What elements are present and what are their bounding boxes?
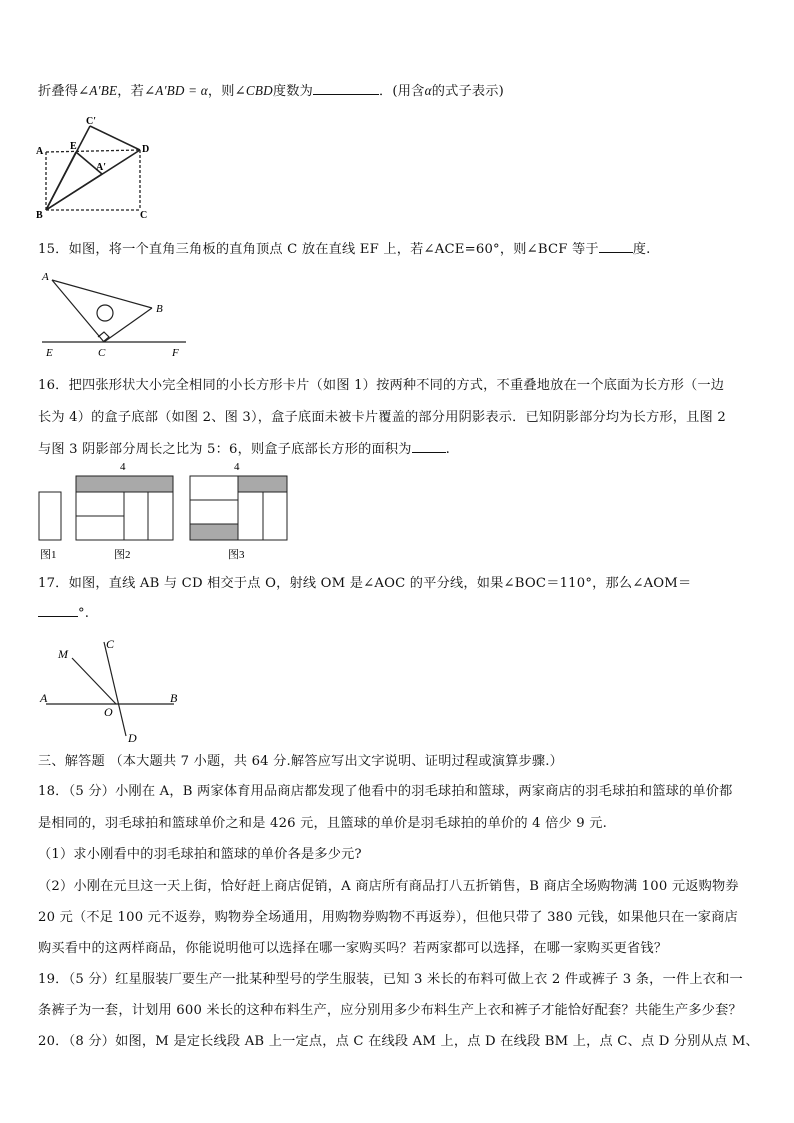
q16-fig1-caption: 图1 — [40, 549, 57, 561]
q17-label-M: M — [58, 647, 68, 661]
q15-label-B: B — [156, 303, 163, 315]
q16-line1: 16．把四张形状大小完全相同的小长方形卡片（如图 1）按两种不同的方式，不重叠地放在一个底面为长方形（一边 — [38, 378, 725, 393]
q14-answer-blank — [313, 82, 379, 95]
q14-alpha: α — [424, 83, 432, 98]
q14-label-B: B — [36, 210, 43, 221]
q16-fig2-side: 4 — [120, 461, 126, 473]
q16-line3 — [38, 438, 450, 457]
q15-text: 15．如图，将一个直角三角板的直角顶点 C 放在直线 EF 上，若∠ACE=60°，则∠BCF 等于 — [38, 242, 599, 257]
q16-fig2-caption: 图2 — [114, 549, 131, 561]
q14-label-C: C — [140, 210, 148, 221]
q16-answer-blank — [412, 440, 446, 453]
q17-label-O: O — [104, 705, 113, 719]
q18-line6: 购买看中的这两样商品，你能说明他可以选择在哪一家购买吗？若两家都可以选择，在哪一家购买更省钱？ — [38, 941, 668, 956]
q14-label-A: A — [36, 146, 44, 157]
q20-line1: 20．（8 分）如图，M 是定长线段 AB 上一定点，点 C 在线段 AM 上，点 D 在线段 BM 上，点 C、点 D 分别从点 M、 — [38, 1034, 759, 1049]
q18-line1: 18．（5 分）小刚在 A，B 两家体育用品商店都发现了他看中的羽毛球拍和篮球，两家商店的羽毛球拍和篮球的单价都 — [38, 784, 733, 799]
q16-text: 与图 3 阴影部分周长之比为 5：6，则盒子底部长方形的面积为 — [38, 442, 412, 457]
q14-angle3: ∠CBD — [234, 83, 273, 98]
q18-line3: （1）求小刚看中的羽毛球拍和篮球的单价各是多少元? — [38, 847, 362, 862]
q16-line2: 长为 4）的盒子底部（如图 2、图 3），盒子底面未被卡片覆盖的部分用阴影表示．已知阴影部分均为长方形，且图 2 — [38, 410, 726, 425]
q17-answer-blank — [38, 604, 78, 617]
q18-line4: （2）小刚在元旦这一天上街，恰好赶上商店促销，A 商店所有商品打八五折销售，B 商店全场购物满 100 元返购物券 — [38, 879, 739, 894]
q14-text: 的式子表示) — [431, 84, 504, 99]
q14-figure — [36, 114, 156, 224]
q18-line5: 20 元（不足 100 元不返券，购物券全场通用，用购物券购物不再返券），但他只带了 380 元钱，如果他只在一家商店 — [38, 910, 738, 925]
q17-label-A: A — [40, 691, 48, 705]
q14-angle2: ∠A′BD = α — [144, 83, 208, 98]
q14-label-E: E — [70, 141, 77, 152]
q14-label-C1: C′ — [86, 116, 97, 127]
q14-label-A1: A′ — [96, 162, 107, 173]
q19-line1: 19．（5 分）红星服装厂要生产一批某种型号的学生服装，已知 3 米长的布料可做上衣 2 件或裤子 3 条，一件上衣和一 — [38, 972, 743, 987]
q17-figure — [38, 636, 188, 746]
q15-line1 — [38, 238, 651, 257]
q17-label-D: D — [128, 731, 137, 745]
q14-text: 度数为 — [272, 84, 314, 99]
q16-text: . — [445, 442, 451, 457]
q15-label-F: F — [172, 347, 179, 359]
q17-line2 — [38, 604, 89, 621]
q15-label-C: C — [98, 347, 106, 359]
section3-heading: 三、解答题 （本大题共 7 小题，共 64 分.解答应写出文字说明、证明过程或演算步骤.） — [38, 754, 564, 769]
q14-text: ，则 — [207, 84, 235, 99]
q15-label-E: E — [46, 347, 53, 359]
q14-label-D: D — [142, 144, 150, 155]
q14-angle1: ∠A′BE — [78, 83, 118, 98]
q14-text: 折叠得 — [38, 84, 79, 99]
q17-label-C: C — [106, 637, 115, 651]
q14-text: ．(用含 — [379, 84, 425, 99]
q16-figures — [36, 458, 306, 562]
q17-label-B: B — [170, 691, 178, 705]
q17-line1: 17．如图，直线 AB 与 CD 相交于点 O，射线 OM 是∠AOC 的平分线，如果∠BOC＝110°，那么∠AOM＝ — [38, 576, 692, 591]
q14-text: ，若 — [117, 84, 145, 99]
q15-label-A: A — [42, 271, 49, 283]
q18-line2: 是相同的，羽毛球拍和篮球单价之和是 426 元，且篮球的单价是羽毛球拍的单价的 4 倍少 9 元. — [38, 816, 608, 831]
q15-answer-blank — [599, 240, 633, 253]
q16-fig3-caption: 图3 — [228, 549, 245, 561]
q14-line1 — [38, 80, 504, 99]
q15-text: 度. — [632, 242, 651, 257]
q19-line2: 条裤子为一套，计划用 600 米长的这种布料生产，应分别用多少布料生产上衣和裤子才能恰好配套？共能生产多少套？ — [38, 1003, 742, 1018]
q17-text: °. — [78, 606, 90, 621]
q16-fig3-side: 4 — [234, 461, 240, 473]
q15-figure — [38, 268, 198, 360]
